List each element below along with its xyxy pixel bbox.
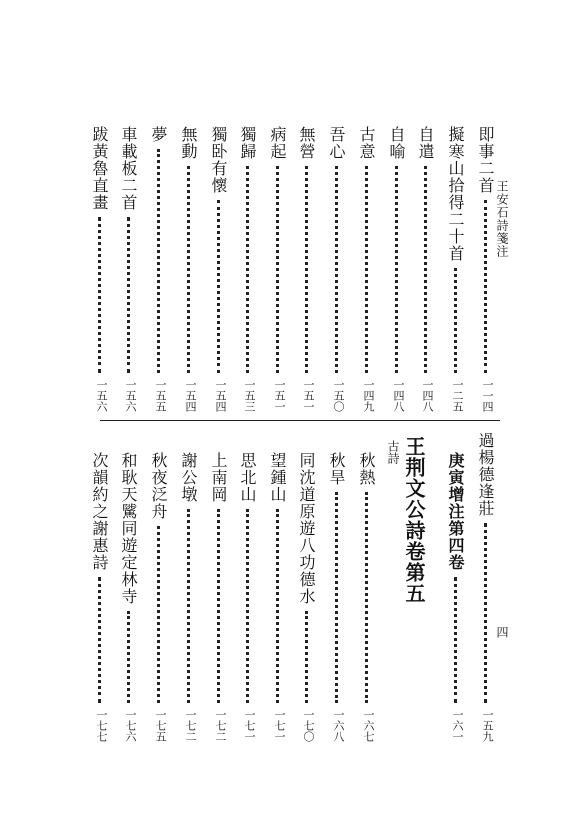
dot-leader	[365, 492, 368, 703]
entry-title: 庚寅增注第四卷	[446, 452, 465, 571]
dot-leader	[454, 268, 457, 373]
entry-title: 秋旱	[327, 452, 346, 486]
toc-entry	[150, 126, 166, 412]
entry-page: 一七五	[154, 709, 167, 742]
dot-leader	[187, 166, 190, 373]
entry-title: 秋夜泛舟	[149, 452, 168, 520]
dot-leader	[484, 200, 487, 373]
entry-title: 古意	[357, 126, 376, 160]
dot-leader	[454, 577, 457, 703]
entry-title: 謝公墩	[179, 452, 198, 503]
toc-entry	[477, 126, 493, 412]
entry-page: 一五五	[154, 379, 167, 412]
toc-entry	[298, 126, 314, 412]
entry-title: 病起	[268, 126, 287, 160]
entry-page: 一六一	[451, 709, 464, 742]
entry-page: 一五四	[184, 379, 197, 412]
toc-entry	[210, 452, 226, 742]
entry-page: 一七二	[184, 709, 197, 742]
entry-title: 自喻	[387, 126, 406, 160]
dot-leader	[157, 149, 160, 373]
toc-entry	[180, 452, 196, 742]
entry-page: 一五九	[481, 709, 494, 742]
entry-title: 跋黃魯直畫	[90, 126, 109, 211]
dot-leader	[484, 523, 487, 703]
entry-page: 一五四	[214, 379, 227, 412]
dot-leader	[395, 166, 398, 373]
entry-page: 一五六	[95, 379, 108, 412]
toc-entry	[447, 126, 463, 412]
toc-entry-supplement	[447, 452, 463, 742]
dot-leader	[335, 492, 338, 703]
dot-leader	[127, 217, 130, 373]
entry-page: 一四八	[421, 379, 434, 412]
toc-entry	[358, 126, 374, 412]
toc-entry	[120, 126, 136, 412]
dot-leader	[276, 166, 279, 373]
entry-page: 一四九	[362, 379, 375, 412]
entry-page: 一七一	[243, 709, 256, 742]
toc-entry	[298, 452, 314, 742]
entry-title: 上南岡	[209, 452, 228, 503]
entry-page: 一六七	[362, 709, 375, 742]
running-title: 王安石詩箋注	[495, 180, 509, 258]
entry-title: 次韻約之謝惠詩	[90, 452, 109, 571]
page-number: 四	[495, 626, 509, 638]
entry-page: 一五三	[243, 379, 256, 412]
entry-title: 吾心	[327, 126, 346, 160]
dot-leader	[305, 166, 308, 373]
toc-entry	[477, 432, 493, 742]
toc-entry	[120, 452, 136, 742]
entry-title: 獨卧有懷	[209, 126, 228, 194]
entry-page: 一二五	[451, 379, 464, 412]
entry-title: 車載板二首	[119, 126, 138, 211]
entry-title: 秋熱	[357, 452, 376, 486]
entry-title: 擬寒山拾得二十首	[446, 126, 465, 262]
toc-entry	[417, 126, 433, 412]
entry-title: 思北山	[238, 452, 257, 503]
entry-title: 無動	[179, 126, 198, 160]
toc-entry	[180, 126, 196, 412]
dot-leader	[305, 611, 308, 703]
dot-leader	[246, 166, 249, 373]
entry-title: 望鍾山	[268, 452, 287, 503]
entry-page: 一一四	[481, 379, 494, 412]
dot-leader	[217, 200, 220, 373]
dot-leader	[365, 166, 368, 373]
entry-page: 一六八	[332, 709, 345, 742]
entry-page: 一四八	[392, 379, 405, 412]
entry-title: 獨歸	[238, 126, 257, 160]
entry-title: 即事二首	[476, 126, 495, 194]
section-divider	[100, 420, 500, 421]
entry-page: 一七七	[95, 709, 108, 742]
dot-leader	[187, 509, 190, 703]
toc-entry	[328, 126, 344, 412]
entry-page: 一七二	[214, 709, 227, 742]
toc-entry	[328, 452, 344, 742]
entry-page: 一五一	[273, 379, 286, 412]
entry-title: 同沈道原遊八功德水	[297, 452, 316, 605]
entry-page: 一七六	[124, 709, 137, 742]
entry-title: 自遣	[416, 126, 435, 160]
dot-leader	[276, 509, 279, 703]
entry-page: 一五〇	[332, 379, 345, 412]
section-label: 古詩	[386, 440, 400, 464]
dot-leader	[98, 577, 101, 703]
toc-entry	[239, 452, 255, 742]
entry-title: 無營	[297, 126, 316, 160]
toc-entry	[210, 126, 226, 412]
dot-leader	[246, 509, 249, 703]
toc-entry	[269, 126, 285, 412]
toc-entry	[388, 126, 404, 412]
entry-page: 一五六	[124, 379, 137, 412]
toc-entry	[269, 452, 285, 742]
toc-entry	[239, 126, 255, 412]
entry-title: 過楊德逢莊	[476, 432, 495, 517]
dot-leader	[157, 526, 160, 703]
dot-leader	[127, 611, 130, 703]
dot-leader	[424, 166, 427, 373]
dot-leader	[335, 166, 338, 373]
dot-leader	[98, 217, 101, 373]
toc-entry	[91, 126, 107, 412]
dot-leader	[217, 509, 220, 703]
entry-page: 一七一	[273, 709, 286, 742]
toc-entry	[358, 452, 374, 742]
entry-title: 夢	[149, 126, 168, 143]
toc-entry	[91, 452, 107, 742]
entry-title: 和耿天騭同遊定林寺	[119, 452, 138, 605]
toc-entry	[150, 452, 166, 742]
entry-page: 一七〇	[302, 709, 315, 742]
entry-page: 一五一	[302, 379, 315, 412]
volume-title: 王荆文公詩卷第五	[402, 436, 426, 604]
